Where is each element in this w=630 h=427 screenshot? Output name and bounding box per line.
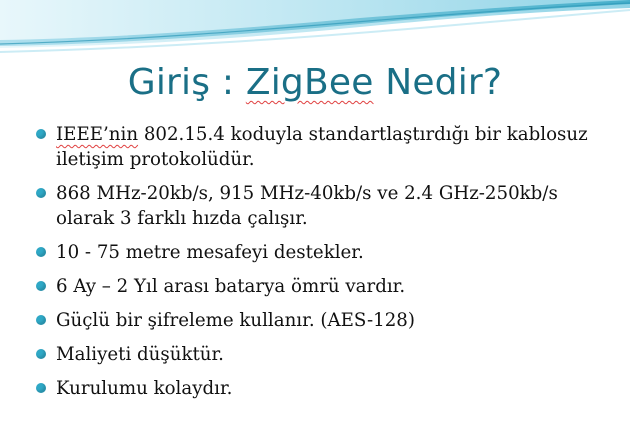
bullet-item (34, 240, 619, 265)
bullet-icon (36, 349, 46, 359)
bullet-list (34, 122, 619, 410)
bullet-icon (36, 129, 46, 139)
bullet-icon (36, 281, 46, 291)
bullet-item (34, 274, 619, 299)
title-suffix: Nedir? (373, 62, 503, 103)
title-word: ZigBee (245, 62, 374, 103)
bullet-item (34, 122, 619, 172)
slide-title (0, 58, 630, 108)
bullet-text: 802.15.4 koduyla standartlaştırdığı bir kablosuz iletişim protokolüdür. (56, 124, 588, 170)
bullet-text: 10 - 75 metre mesafeyi destekler. (56, 242, 364, 263)
bullet-text: 6 Ay – 2 Yıl arası batarya ömrü vardır. (56, 276, 406, 297)
bullet-text: Maliyeti düşüktür. (56, 344, 224, 365)
bullet-text: Kurulumu kolaydır. (56, 378, 233, 399)
bullet-icon (36, 383, 46, 393)
bullet-text: Güçlü bir şifreleme kullanır. (AES-128) (56, 310, 415, 331)
bullet-item (34, 376, 619, 401)
bullet-lead: IEEE’nin (56, 124, 139, 145)
bullet-item (34, 308, 619, 333)
bullet-item (34, 181, 619, 231)
bullet-text: 868 MHz-20kb/s, 915 MHz-40kb/s ve 2.4 GHz-250kb/s olarak 3 farklı hızda çalışır. (56, 183, 558, 229)
bullet-item (34, 342, 619, 367)
bullet-icon (36, 247, 46, 257)
bullet-icon (36, 188, 46, 198)
bullet-icon (36, 315, 46, 325)
title-prefix: Giriş : (127, 62, 246, 103)
